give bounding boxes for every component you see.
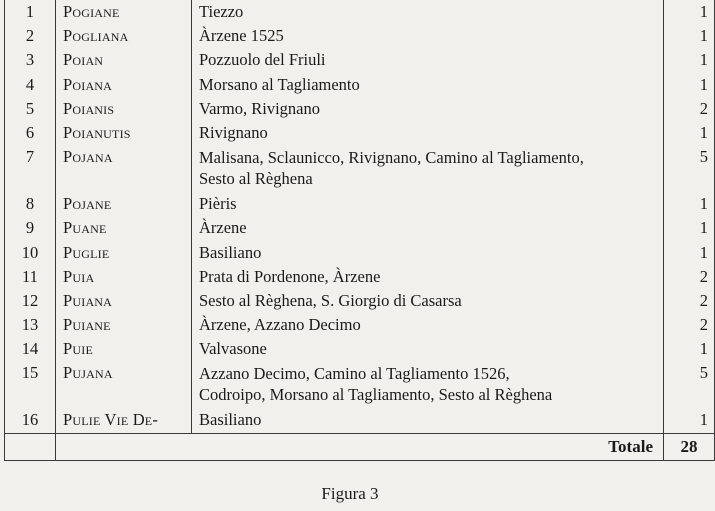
row-number: 5	[5, 97, 56, 121]
row-number: 9	[5, 216, 56, 240]
count: 2	[664, 289, 715, 313]
places: Prata di Pordenone, Àrzene	[192, 265, 664, 289]
count: 1	[664, 73, 715, 97]
table-row	[5, 145, 715, 192]
surname: Pulie Vie De-	[56, 408, 192, 433]
table-row	[5, 408, 715, 433]
places: Basiliano	[192, 241, 664, 265]
row-number: 6	[5, 121, 56, 145]
table-row	[5, 216, 715, 240]
row-number: 1	[5, 0, 56, 24]
table-row	[5, 337, 715, 361]
places: Varmo, Rivignano	[192, 97, 664, 121]
table-row	[5, 241, 715, 265]
count: 2	[664, 313, 715, 337]
count: 1	[664, 121, 715, 145]
figure-caption: Figura 3	[321, 484, 379, 503]
surname: Poianutis	[56, 121, 192, 145]
places: Morsano al Tagliamento	[192, 73, 664, 97]
row-number: 16	[5, 408, 56, 433]
places-line: Codroipo, Morsano al Tagliamento, Sesto al Règhena	[199, 385, 553, 405]
total-blank-cell	[56, 433, 192, 460]
places-line: Sesto al Règhena	[199, 169, 313, 189]
count: 1	[664, 216, 715, 240]
places: Basiliano	[192, 408, 664, 433]
surname: Puiana	[56, 289, 192, 313]
row-number: 14	[5, 337, 56, 361]
table-row	[5, 313, 715, 337]
total-label: Totale	[192, 433, 664, 460]
table-row	[5, 48, 715, 72]
table-row	[5, 192, 715, 216]
table-row	[5, 265, 715, 289]
places: Tiezzo	[192, 0, 664, 24]
count: 1	[664, 192, 715, 216]
surname: Pojana	[56, 145, 192, 192]
row-number: 15	[5, 361, 56, 408]
table-row	[5, 121, 715, 145]
places: Pozzuolo del Friuli	[192, 48, 664, 72]
table-row	[5, 361, 715, 408]
count: 1	[664, 0, 715, 24]
total-blank-cell	[5, 433, 56, 460]
places: Valvasone	[192, 337, 664, 361]
surname: Poianis	[56, 97, 192, 121]
surname: Poian	[56, 48, 192, 72]
count: 2	[664, 265, 715, 289]
surname: Puglie	[56, 241, 192, 265]
row-number: 3	[5, 48, 56, 72]
surname: Puiane	[56, 313, 192, 337]
table-row	[5, 24, 715, 48]
places: Àrzene	[192, 216, 664, 240]
places: Àrzene, Azzano Decimo	[192, 313, 664, 337]
table-row	[5, 0, 715, 24]
places-line: Malisana, Sclaunicco, Rivignano, Camino al Tagliamento,	[199, 148, 584, 168]
surname-table	[4, 0, 715, 461]
row-number: 13	[5, 313, 56, 337]
count: 2	[664, 97, 715, 121]
count: 5	[664, 361, 715, 408]
surname: Pojane	[56, 192, 192, 216]
row-number: 11	[5, 265, 56, 289]
total-row	[5, 433, 715, 460]
places: Pièris	[192, 192, 664, 216]
surname: Pogiane	[56, 0, 192, 24]
count: 1	[664, 48, 715, 72]
count: 1	[664, 241, 715, 265]
surname: Puia	[56, 265, 192, 289]
count: 1	[664, 408, 715, 433]
row-number: 8	[5, 192, 56, 216]
row-number: 12	[5, 289, 56, 313]
places	[192, 145, 664, 192]
places: Àrzene 1525	[192, 24, 664, 48]
surname: Poiana	[56, 73, 192, 97]
count: 1	[664, 337, 715, 361]
table-row	[5, 289, 715, 313]
places: Rivignano	[192, 121, 664, 145]
row-number: 10	[5, 241, 56, 265]
table-row	[5, 97, 715, 121]
surname: Puie	[56, 337, 192, 361]
row-number: 2	[5, 24, 56, 48]
table-row	[5, 73, 715, 97]
total-value: 28	[664, 433, 715, 460]
places: Sesto al Règhena, S. Giorgio di Casarsa	[192, 289, 664, 313]
surname: Pujana	[56, 361, 192, 408]
row-number: 4	[5, 73, 56, 97]
surname: Puane	[56, 216, 192, 240]
row-number: 7	[5, 145, 56, 192]
count: 5	[664, 145, 715, 192]
count: 1	[664, 24, 715, 48]
places	[192, 361, 664, 408]
surname: Pogliana	[56, 24, 192, 48]
places-line: Azzano Decimo, Camino al Tagliamento 1526,	[199, 364, 510, 384]
